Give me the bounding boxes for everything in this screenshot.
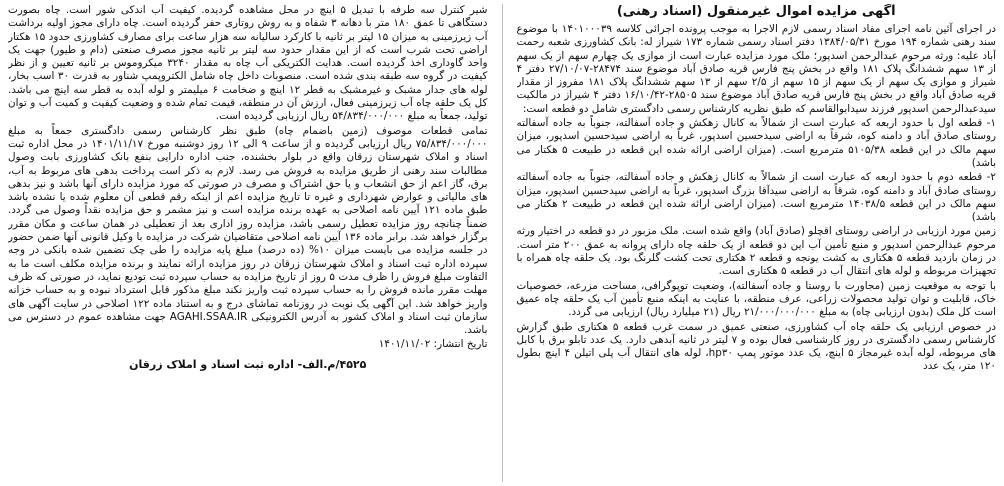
notice-paragraph: تمامی قطعات موصوف (زمین باضمام چاه) طبق نظر کارشناس رسمی دادگستری جمعاً به مبلغ ۷۵/۸۳۴/۰۰۰/۰۰۰ ریال ارزیابی گردیده و از ساعت ۹ الی ۱۲ روز دوشنبه مورخ ۱۴۰۱/۱۱/۱۷ در محل اداره ثبت اسناد و املاک شهرستان زرقان واقع در بلوار بخشنده، جنب اداره دارایی بنفع بانک کشاورزی بابت وصول مطالبات سند رهنی از طریق مزایده به فروش می رسد. لازم به ذکر است پرداخت بدهی های مربوط به آب، برق، گاز اعم از حق انشعاب و یا حق اشتراک و مصرف در صورتی که مورد مزایده دارای آنها باشد و نیز بدهی های مالیاتی و عوارض شهرداری و غیره تا تاریخ مزایده اعم از اینکه رقم قطعی آن معلوم شده یا نشده باشد طبق ماده ۱۲۱ آیین نامه اصلاحی به عهده برنده مزایده است و نیز مشمر و حق مزایده نقداً وصول می گردد. ضمناً چنانچه روز مزایده تعطیل رسمی باشد، مزایده روز اداری بعد از تعطیلی در همان ساعت و مکان مقرر برگزار خواهد شد. برابر ماده ۱۳۶ آیین نامه اصلاحی متقاضیان شرکت در مزایده با وکیل قانونی آنها ضمن حضور در جلسه مزایده می بایست میزان ۱۰% (ده درصد) مبلغ پایه مزایده را طی چک تضمین شده بانکی در وجه سپرده اداره ثبت اسناد و املاک شهرستان زرقان در روز مزایده ارائه نمایند و برنده مزایده مکلف است ما به التفاوت مبلغ فروش را ظرف مدت ۵ روز از تاریخ مزایده به حساب سپرده ثبت تودیع نماید، در صورتی که ظرف مهلت مقرر مانده فروش را به حساب سپرده ثبت واریز نکند مبلغ مذکور قابل استرداد نبوده و به حساب خزانه واریز خواهد شد. این آگهی یک نوبت در روزنامه تماشای درج و به استناد ماده ۱۲۲ اصلاحی در سایت آگهی های سازمان ثبت اسناد و املاک کشور به آدرس الکترونیکی AGAHI.SSAA.IR جهت مشاهده عموم در دسترس می باشد.	[8, 124, 488, 337]
publication-date: تاریخ انتشار: ۱۴۰۱/۱۱/۰۲	[378, 338, 488, 351]
notice-columns	[8, 4, 996, 482]
column-divider	[502, 4, 503, 482]
notice-title: آگهی مزایده اموال غیرمنقول (اسناد رهنی)	[616, 4, 896, 19]
notice-paragraph: در اجرای آئین نامه اجرای مفاد اسناد رسمی لازم الاجرا به موجب پرونده اجرائی کلاسه ۱۴۰۱۰۰۰۳۹ با موضوع سند رهنی شماره ۱۹۴ مورخ ۱۳۸۴/۰۵/۳۱ دفتر اسناد رسمی شماره ۱۷۳ شیراز له: بانک کشاورزی شعبه رحمت آباد علیه: ورثه مرحوم عبدالرحمن اسدپور؛ ملک مورد مزایده عبارت است از موازی یک چهارم سهم از یک سهم از ۱۳ سهم ششدانگ پلاک ۱۸۱ واقع در بخش پنج فارس قریه صادق آباد موضوع سند ۲۸۴۷۴-۲۷/۱۰/۰۷ دفتر ۴ شیراز و موازی یک سهم از یک سهم از ۱۵ سهم از ۲/۵ سهم از ۱۳ سهم ششدانگ پلاک ۱۸۱ مفروز از مقدار قریه صادق آباد واقع در بخش پنج فارس قریه صادق آباد موضوع سند ۲۸۵۰۵-۱۶/۱۰/۴۲ دفتر ۴ شیراز در مالکیت سیدعبدالرحمن اسدپور فرزند سیدابوالقاسم که طبق نظریه کارشناس رسمی دادگستری شامل دو قطعه است:	[516, 23, 996, 115]
notice-paragraph: ۲- قطعه دوم با حدود اربعه که عبارت است از شمالاً به کانال زهکش و جاده آسفالته، جنوباً به جاده آسفالته روستای صادق آباد و دامنه کوه، شرقاً به اراضی سیدآقا بزرگ اسدپور، غرباً به اراضی سیدحسین اسدپور، میزان سهم مالک در این قطعه ۱۴۰۳۸/۵ مترمربع است. (میزان اراضی ارائه شده این قطعه در طبیعت ۲ هکتار می باشد)	[516, 171, 996, 224]
notice-signature: ۴۵۲۵/م.الف- اداره ثبت اسناد و املاک زرقان	[129, 357, 367, 371]
notice-paragraph: با توجه به موقعیت زمین (مجاورت با روستا و جاده آسفالته)، وضعیت توپوگرافی، مساحت مزرعه، خصوصیات خاک، قابلیت و توان تولید محصولات زراعی، عرف منطقه، با عنایت به اینکه منبع تأمین آب یک حلقه چاه عمیق است کل ملک (بدون ارزیابی چاه) به مبلغ ۲۱/۰۰۰/۰۰۰/۰۰۰ ریال (۲۱ میلیارد ریال) ارزیابی می گردد.	[516, 279, 996, 319]
notice-paragraph: در خصوص ارزیابی یک حلقه چاه آب کشاورزی، صنعتی عمیق در سمت غرب قطعه ۵ هکتاری طبق گزارش کارشناس رسمی دادگستری در روز کارشناسی فعال بوده و ۷ لیتر در ثانیه آبدهی دارد. یک عدد تابلو برق با کابل های مربوطه، لوله آبده غیرمجاز ۵ اینچ، یک عدد موتور پمپ hp۳۰، لوله های انتقال آب پلی اتیلن ۴ اینچ بطول ۱۲۰ متر، یک عدد	[516, 320, 996, 373]
notice-paragraph: زمین مورد ارزیابی در اراضی روستای اقچلو (صادق آباد) واقع شده است. ملک مزبور در دو قطعه در اختیار ورثه مرحوم عبدالرحمن اسدپور و منبع تأمین آب این دو قطعه از یک حلقه چاه دارای پروانه به عمق ۲۰۰ متر است. در زمان بازدید قطعه ۵ هکتاری به کشت یونجه و قطعه ۲ هکتاری تحت کشت گلرنگ بود. یک حلقه چاه همراه با تجهیزات مربوطه و لوله های انتقال آب در قطعه ۵ هکتاری است.	[516, 225, 996, 278]
notice-paragraph: ۱- قطعه اول با حدود اربعه که عبارت است از شمالاً به کانال زهکش و جاده آسفالته، جنوباً به جاده آسفالته روستای صادق آباد و دامنه کوه، شرقاً به اراضی سیدحسین اسدپور، غرباً به اراضی سیدحسین اسدپور، میزان سهم مالک در این قطعه ۵۱۰۵/۳۸ مترمربع است. (میزان اراضی ارائه شده این قطعه در طبیعت ۵ هکتار می باشد)	[516, 117, 996, 169]
notice-right-column	[517, 4, 997, 482]
notice-paragraph: شیر کنترل سه طرفه با تبدیل ۵ اینچ در محل مشاهده گردیده. کیفیت آب اندکی شور است. چاه بصورت دستگاهی تا عمق ۱۸۰ متر با دهانه ۳ شفاه و به روش روتاری حفر گردیده است. چاه دارای مجوز اولیه برداشت آب زیرزمینی به میزان ۱۵ لیتر بر ثانیه با کارکرد سالیانه سه هزار ساعت برای مصارف کشاورزی حدود ۱۵ هکتار اراضی تحت شرب است که از این مقدار حدود سه لیتر بر ثانیه مجوز مصرف صنعتی (دام و طیور) جهت یک واحد گاوداری اخذ گردیده است. هدایت الکتریکی آب چاه به مقدار ۳۲۴۰ میکروموس بر ثانیه تعیین و از نظر کیفیت در گروه سه طبقه بندی شده است. منصوبات داخل چاه شامل الکتروپمپ شناور به قدرت ۳۰ اسب بخار، لوله های جدار مشبک و غیرمشبک به قطر ۱۲ اینچ و ضخامت ۶ میلیمتر و لوله آبده به قطر سه اینچ می باشد. کل یک حلقه چاه آب زیرزمینی فعال، ارزش آن در منطقه، قیمت تمام شده و وضعیت کیفیت و کمیت آب و توان تولید، جمعاً به مبلغ ۵۴/۸۳۴/۰۰۰/۰۰۰ ریال ارزیابی گردیده است.	[8, 4, 488, 123]
notice-left-column	[8, 4, 488, 482]
